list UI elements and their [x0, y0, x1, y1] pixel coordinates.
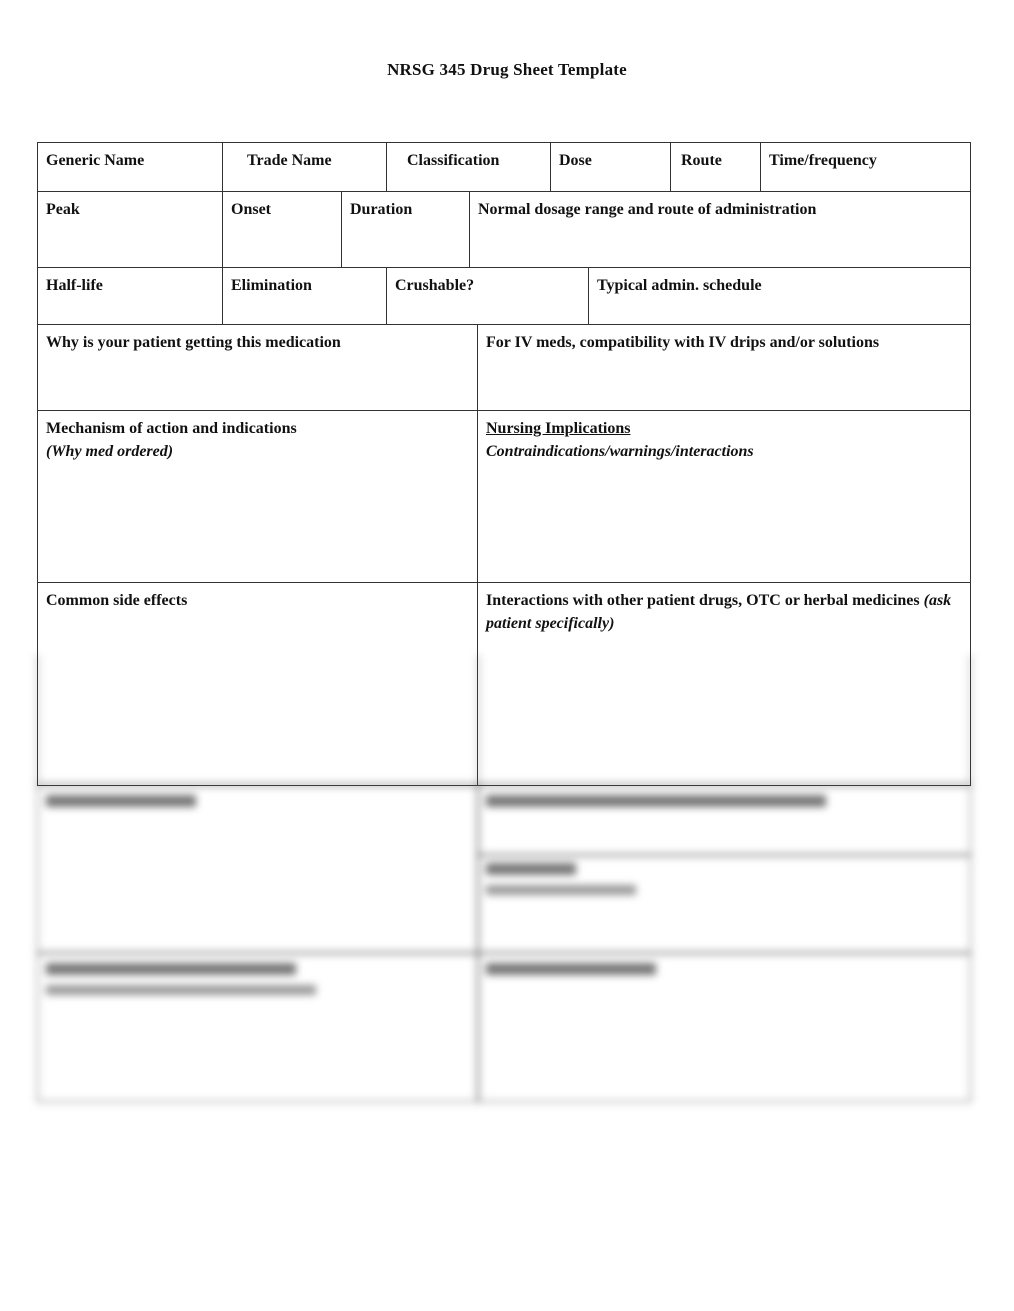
blurred-text-bar [486, 795, 826, 807]
peak-label: Peak [46, 201, 80, 218]
interactions-label: Interactions with other patient drugs, OTC or herbal medicines [486, 592, 920, 609]
blurred-box [37, 784, 479, 954]
side-effects-label: Common side effects [46, 592, 188, 609]
mechanism-cell [37, 410, 479, 584]
route-label: Route [681, 152, 722, 169]
blurred-text-bar [46, 985, 316, 995]
normal-dosage-cell [469, 191, 971, 269]
blurred-box [37, 655, 479, 786]
blurred-text-bar [486, 885, 636, 895]
typical-admin-label: Typical admin. schedule [597, 277, 762, 294]
blurred-text-bar [486, 863, 576, 875]
time-frequency-cell [760, 142, 971, 193]
typical-admin-cell [588, 267, 971, 326]
peak-cell [37, 191, 224, 269]
half-life-label: Half-life [46, 277, 103, 294]
time-frequency-label: Time/frequency [769, 152, 877, 169]
classification-cell [386, 142, 552, 193]
iv-compat-cell [477, 324, 971, 412]
dose-cell [550, 142, 672, 193]
mechanism-label: Mechanism of action and indications [46, 420, 297, 437]
document-title: NRSG 345 Drug Sheet Template [387, 60, 627, 79]
nursing-implications-cell [477, 410, 971, 584]
mechanism-sub-label: (Why med ordered) [46, 443, 174, 460]
generic-name-label: Generic Name [46, 152, 145, 169]
dose-label: Dose [559, 152, 592, 169]
trade-name-label: Trade Name [247, 152, 332, 169]
elimination-label: Elimination [231, 277, 312, 294]
blurred-box [477, 784, 971, 856]
duration-label: Duration [350, 201, 413, 218]
blurred-box [477, 854, 971, 954]
nursing-implications-label: Nursing Implications [486, 420, 631, 437]
half-life-cell [37, 267, 224, 326]
why-patient-label: Why is your patient getting this medication [46, 334, 341, 351]
blurred-box [37, 952, 479, 1102]
nursing-sub-label: Contraindications/warnings/interactions [486, 443, 754, 460]
interactions-sub-label: (ask patient specifically) [486, 592, 952, 632]
crushable-cell [386, 267, 590, 326]
iv-compat-label: For IV meds, compatibility with IV drips and/or solutions [486, 334, 880, 351]
duration-cell [341, 191, 471, 269]
onset-label: Onset [231, 201, 271, 218]
onset-cell [222, 191, 343, 269]
blurred-box [477, 952, 971, 1102]
blurred-text-bar [46, 963, 296, 975]
classification-label: Classification [407, 152, 500, 169]
elimination-cell [222, 267, 388, 326]
route-cell [670, 142, 762, 193]
generic-name-cell [37, 142, 224, 193]
blurred-text-bar [486, 963, 656, 975]
blurred-lower-section [0, 655, 1014, 1115]
blurred-text-bar [46, 795, 196, 807]
blurred-box [477, 655, 971, 786]
normal-dosage-label: Normal dosage range and route of administration [478, 201, 817, 218]
trade-name-cell [222, 142, 388, 193]
crushable-label: Crushable? [395, 277, 475, 294]
why-patient-cell [37, 324, 479, 412]
